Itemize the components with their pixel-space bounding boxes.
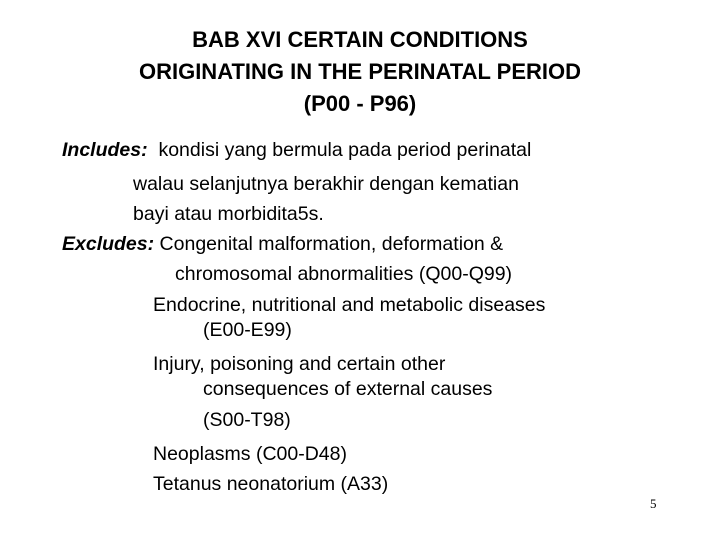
excludes-label: Excludes: (62, 233, 155, 255)
excludes-line-1 (62, 232, 503, 257)
page-number: 5 (650, 496, 657, 511)
title-line-2: ORIGINATING IN THE PERINATAL PERIOD (138, 59, 582, 84)
excludes-line-7: (S00-T98) (203, 409, 291, 431)
excludes-line-8: Neoplasms (C00-D48) (153, 443, 347, 465)
excludes-line-2: chromosomal abnormalities (Q00-Q99) (175, 263, 513, 285)
includes-line-1 (62, 138, 531, 163)
includes-line-2: walau selanjutnya berakhir dengan kematian (133, 173, 519, 195)
excludes-line-5: Injury, poisoning and certain other (153, 353, 446, 375)
includes-label: Includes: (62, 139, 148, 161)
title-line-3: (P00 - P96) (303, 91, 417, 116)
includes-text-1: kondisi yang bermula pada period perinatal (158, 139, 532, 161)
excludes-line-4: (E00-E99) (203, 319, 292, 341)
excludes-line-6: consequences of external causes (203, 378, 493, 400)
includes-line-3: bayi atau morbidita5s. (133, 203, 324, 225)
excludes-line-9: Tetanus neonatorium (A33) (153, 473, 389, 495)
excludes-line-3: Endocrine, nutritional and metabolic diseases (153, 294, 546, 316)
excludes-text-1: Congenital malformation, deformation & (159, 233, 504, 255)
title-line-1: BAB XVI CERTAIN CONDITIONS (192, 27, 528, 52)
